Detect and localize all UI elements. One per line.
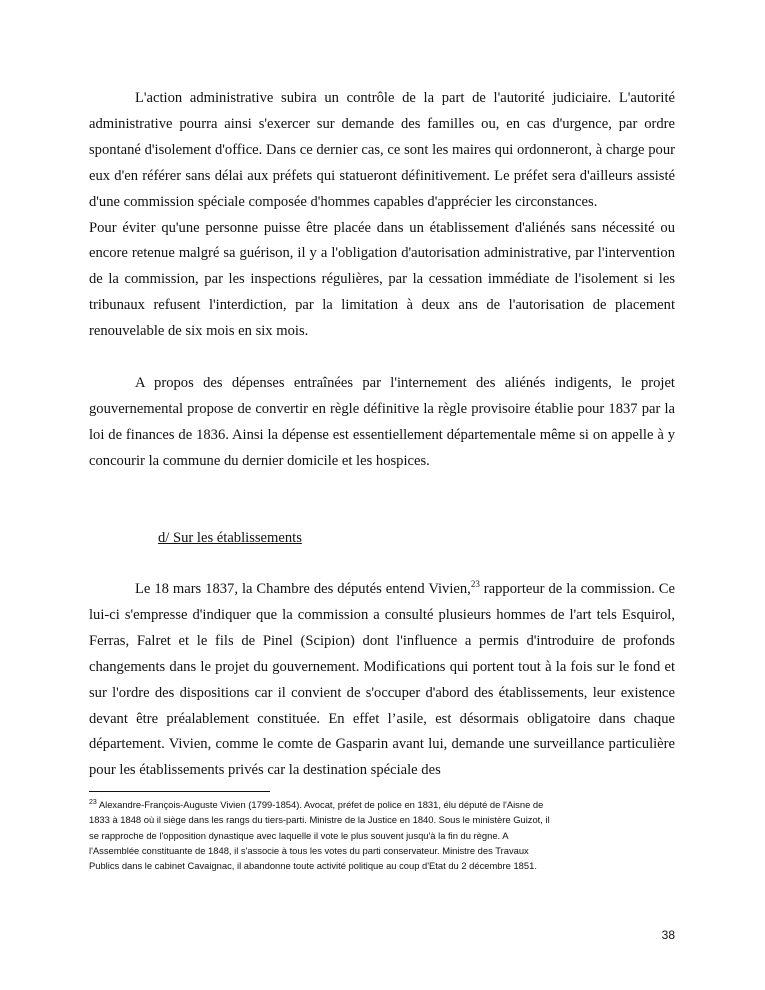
paragraph-judicial-control <box>89 86 675 345</box>
footnote-reference[interactable]: 23 <box>470 579 480 590</box>
footnote-text: Alexandre-François-Auguste Vivien (1799-1854). Avocat, préfet de police en 1831, élu député de l'Aisne de 1833 à 1848 où il siège dans les rangs du tiers-parti. Ministre de la Justice en 1840. Sous le ministère Guizot, il se rapproche de l'opposition dynastique avec laquelle il vote le plus souvent jusqu'à la fin du règne. A l'Assemblée constituante de 1848, il s'associe à tous les votes du parti conservateur. Ministre des Travaux Publics dans le cabinet Cavaignac, il abandonne toute activité politique au coup d'Etat du 2 décembre 1851. <box>89 799 550 872</box>
paragraph-vivien-report-start: Le 18 mars 1837, la Chambre des députés entend Vivien, <box>135 581 471 597</box>
footnote <box>89 797 559 873</box>
paragraph-judicial-control-part-a: L'action administrative subira un contrôle de la part de l'autorité judiciaire. L'autorité administrative pourra ainsi s'exercer sur demande des familles ou, en cas d'urgence, par ordre spontané d'isolement d'office. Dans ce dernier cas, ce sont les maires qui ordonneront, à charge pour eux d'en référer sans délai aux préfets qui statueront définitivement. Le préfet sera d'ailleurs assisté d'une commission spéciale composée d'hommes capables d'apprécier les circonstances. <box>89 90 675 210</box>
footnote-divider <box>89 791 270 792</box>
paragraph-expenses: A propos des dépenses entraînées par l'internement des aliénés indigents, le projet gouvernemental propose de convertir en règle définitive la règle provisoire établie pour 1837 par la loi de finances de 1836. Ainsi la dépense est essentiellement départementale même si on appelle à y concourir la commune du dernier domicile et les hospices. <box>89 375 675 469</box>
footnote-number: 23 <box>89 798 97 806</box>
paragraph-vivien-report-rest: rapporteur de la commission. Ce lui-ci s'empresse d'indiquer que la commission a consulté plusieurs hommes de l'art tels Esquirol, Ferras, Falret et le fils de Pinel (Scipion) dont l'influence a permis d'introduire de profonds changements dans le projet du gouvernement. Modifications qui portent tout à la fois sur le fond et sur l'ordre des dispositions car il convient de s'occuper d'abord des établissements, leur existence devant être préalablement constituée. En effet l’asile, est désormais obligatoire dans chaque département. Vivien, comme le comte de Gasparin avant lui, demande une surveillance particulière pour les établissements privés car la destination spéciale des <box>89 581 675 779</box>
page-number: 38 <box>661 928 675 942</box>
paragraph-judicial-control-part-b: Pour éviter qu'une personne puisse être placée dans un établissement d'aliénés sans nécessité ou encore retenue malgré sa guérison, il y a l'obligation d'autorisation administrative, par l'intervention de la commission, par les inspections régulières, par la cessation immédiate de l'isolement si les tribunaux refusent l'interdiction, par la limitation à deux ans de l'autorisation de placement renouvelable de six mois en six mois. <box>89 219 675 340</box>
section-heading: d/ Sur les établissements <box>158 530 302 546</box>
paragraph-vivien-report <box>89 577 675 784</box>
